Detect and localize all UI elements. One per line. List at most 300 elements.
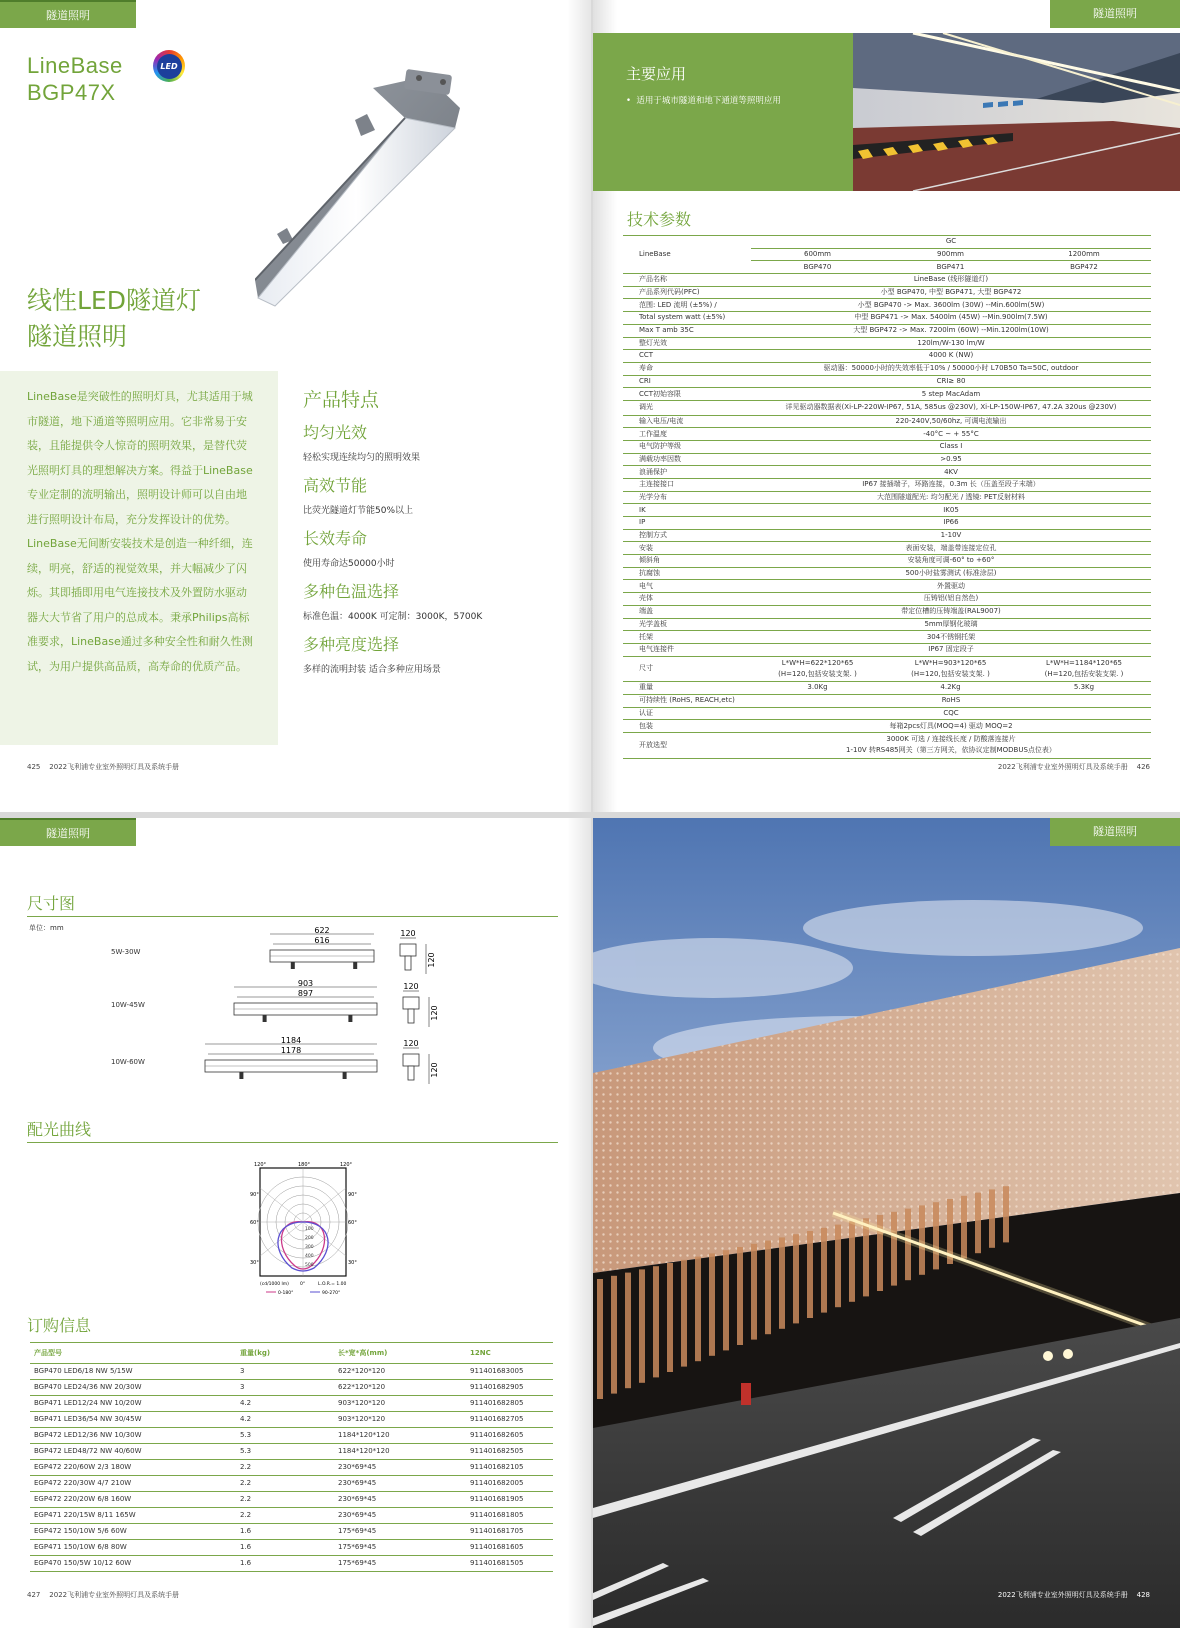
footer-text: 2022飞利浦专业室外照明灯具及系统手册	[997, 763, 1128, 771]
polar-angle-label: 90°	[250, 1192, 259, 1198]
section-tag: 隧道照明	[0, 818, 136, 846]
spec-key: 满载功率因数	[623, 453, 751, 466]
spec-value	[751, 656, 884, 682]
dim-height: 120	[430, 1005, 439, 1021]
spec-value: IP67 固定段子	[751, 643, 1151, 656]
spec-row	[623, 529, 1151, 542]
luminaire-end-view	[403, 1054, 419, 1066]
spec-title: 技术参数	[627, 210, 692, 229]
dimension-drawing	[195, 1036, 455, 1091]
spec-row	[623, 440, 1151, 453]
order-cell: 5.3	[236, 1428, 334, 1444]
spec-key: 控制方式	[623, 529, 751, 542]
spec-row	[623, 388, 1151, 401]
order-cell: 911401681805	[466, 1508, 553, 1524]
section-tag: 隧道照明	[0, 0, 136, 28]
spec-head-row	[623, 236, 1151, 249]
product-name: LineBase	[27, 53, 123, 78]
spec-key: CRI	[623, 375, 751, 388]
order-row	[30, 1540, 553, 1556]
spec-value: 4000 K (NW)	[751, 350, 1151, 363]
dim-outer-length: 903	[297, 979, 314, 988]
spec-key: 整灯光效	[623, 337, 751, 350]
spec-row	[623, 555, 1151, 568]
page-number: 427	[27, 1591, 41, 1599]
custom-line: 1-10V 转RS485网关（第三方网关，依协议定制MODBUS点位表）	[846, 746, 1056, 755]
spec-head-label: LineBase	[623, 236, 751, 274]
spec-key: 电气	[623, 580, 751, 593]
footer-text: 2022飞利浦专业室外照明灯具及系统手册	[49, 1591, 180, 1599]
spec-table-body	[623, 236, 1151, 759]
tunnel-entrance-photo	[593, 818, 1180, 1628]
spec-key: 开放选型	[623, 732, 751, 758]
dim-outer-length: 1184	[280, 1036, 302, 1045]
spec-row	[623, 286, 1151, 299]
spec-row	[623, 605, 1151, 618]
polar-legend: 90-270°	[322, 1291, 341, 1296]
page-footer	[27, 1590, 179, 1600]
order-title: 订购信息	[27, 1316, 92, 1335]
heading-line-2: 隧道照明	[27, 322, 128, 351]
feature-item	[303, 581, 573, 622]
order-cell: 3	[236, 1364, 334, 1380]
spec-row	[623, 682, 1151, 695]
order-cell: 911401682705	[466, 1412, 553, 1428]
spec-value: -40°C ~ + 55°C	[751, 428, 1151, 441]
order-row	[30, 1412, 553, 1428]
spec-value: 220-240V,50/60hz, 可调电流输出	[751, 415, 1151, 428]
page-number: 426	[1136, 763, 1150, 771]
page-heading	[27, 283, 201, 355]
polar-ring-label: 400	[305, 1254, 314, 1259]
order-cell: EGP471 150/10W 6/8 80W	[30, 1540, 236, 1556]
order-cell: 2.2	[236, 1492, 334, 1508]
spec-row	[623, 362, 1151, 375]
unit-label: 单位：mm	[29, 924, 64, 932]
spec-model: BGP472	[1017, 261, 1151, 274]
order-header: 12NC	[466, 1343, 553, 1364]
spec-row	[623, 567, 1151, 580]
features-section	[303, 385, 573, 687]
spec-value: 3.0Kg	[751, 682, 884, 695]
size-note: (H=120,包括安装支架. )	[1044, 669, 1124, 678]
spec-size: 1200mm	[1017, 248, 1151, 261]
tunnel-interior-photo	[853, 33, 1180, 191]
order-cell: 622*120*120	[334, 1380, 466, 1396]
dim-inner-length: 616	[314, 936, 330, 945]
spec-value: 表面安装，端盖带连接定位孔	[751, 542, 1151, 555]
polar-angle-label: 60°	[250, 1220, 259, 1226]
spec-key: 壳体	[623, 593, 751, 606]
spec-key: CCT	[623, 350, 751, 363]
dim-inner-length: 1178	[280, 1046, 302, 1055]
spec-value: 大型 BGP472 -> Max. 7200lm (60W) --Min.1200lm(10W)	[751, 324, 1151, 337]
spec-value: RoHS	[751, 694, 1151, 707]
page-number: 425	[27, 763, 41, 771]
led-logo	[153, 50, 185, 82]
footer-text: 2022飞利浦专业室外照明灯具及系统手册	[997, 1591, 1128, 1599]
light-curve-title: 配光曲线	[27, 1120, 92, 1139]
spec-value: 5 step MacAdam	[751, 388, 1151, 401]
polar-angle-label: 120°	[254, 1162, 267, 1168]
order-cell: 4.2	[236, 1396, 334, 1412]
order-row	[30, 1380, 553, 1396]
order-cell: 622*120*120	[334, 1364, 466, 1380]
product-title	[27, 52, 123, 106]
feature-title: 长效寿命	[303, 529, 368, 548]
spec-value: LineBase (线形隧道灯)	[751, 274, 1151, 287]
features-title: 产品特点	[303, 389, 380, 411]
order-row	[30, 1492, 553, 1508]
spec-row	[623, 593, 1151, 606]
spec-value	[1017, 656, 1151, 682]
page-footer	[998, 762, 1150, 772]
feature-item	[303, 475, 573, 516]
spec-key: 电气防护等级	[623, 440, 751, 453]
order-cell: 903*120*120	[334, 1412, 466, 1428]
spec-value: 5.3Kg	[1017, 682, 1151, 695]
spec-key: 托架	[623, 631, 751, 644]
order-cell: 2.2	[236, 1460, 334, 1476]
spec-value: 4KV	[751, 466, 1151, 479]
feature-desc: 标准色温：4000K 可定制：3000K，5700K	[303, 612, 483, 622]
luminaire-end-view	[400, 944, 416, 956]
spec-row	[623, 542, 1151, 555]
feature-desc: 轻松实现连续均匀的照明效果	[303, 453, 421, 463]
order-cell: BGP471 LED12/24 NW 10/20W	[30, 1396, 236, 1412]
feature-item	[303, 422, 573, 463]
spec-value: CQC	[751, 707, 1151, 720]
spec-table	[623, 235, 1151, 759]
section-divider	[27, 916, 558, 917]
application-item: • 适用于城市隧道和地下通道等照明应用	[626, 96, 781, 106]
spec-key: CCT初始容限	[623, 388, 751, 401]
spec-size: 900mm	[884, 248, 1017, 261]
spec-row	[623, 466, 1151, 479]
page-428	[593, 818, 1180, 1628]
order-cell: EGP472 220/60W 2/3 180W	[30, 1460, 236, 1476]
order-cell: BGP470 LED6/18 NW 5/15W	[30, 1364, 236, 1380]
spec-value: 5mm厚钢化玻璃	[751, 618, 1151, 631]
application-item-text: 适用于城市隧道和地下通道等照明应用	[636, 96, 781, 106]
size-note: (H=120,包括安装支架. )	[778, 669, 857, 678]
spec-value	[884, 656, 1017, 682]
spec-size: 600mm	[751, 248, 884, 261]
polar-ring-label: 100	[305, 1227, 314, 1232]
intro-text-box	[0, 371, 278, 745]
spec-row	[623, 631, 1151, 644]
spec-value: 外置驱动	[751, 580, 1151, 593]
order-row	[30, 1508, 553, 1524]
order-cell: EGP472 220/20W 6/8 160W	[30, 1492, 236, 1508]
spec-row	[623, 580, 1151, 593]
order-row	[30, 1444, 553, 1460]
order-cell: 911401681605	[466, 1540, 553, 1556]
order-row	[30, 1556, 553, 1572]
spec-key: 认证	[623, 707, 751, 720]
polar-angle-label: 120°	[340, 1162, 353, 1168]
spec-row	[623, 350, 1151, 363]
spec-row	[623, 375, 1151, 388]
dimension-wattage-label: 10W-60W	[111, 1058, 145, 1066]
order-cell: 911401682605	[466, 1428, 553, 1444]
order-cell: 1.6	[236, 1540, 334, 1556]
page-427	[0, 818, 591, 1628]
luminaire-product-image	[255, 68, 495, 328]
order-cell: 1.6	[236, 1524, 334, 1540]
section-tag: 隧道照明	[1050, 818, 1180, 846]
polar-ring-label: 200	[305, 1236, 314, 1241]
spec-row	[623, 478, 1151, 491]
size-dim: L*W*H=1184*120*65	[1045, 658, 1123, 667]
spec-head-gc: GC	[751, 236, 1151, 249]
dim-width: 120	[403, 1039, 419, 1048]
spec-row	[623, 453, 1151, 466]
page-gutter-shade	[567, 818, 591, 1628]
spec-key: IP	[623, 517, 751, 530]
spec-key: 光学分布	[623, 491, 751, 504]
order-header: 产品型号	[30, 1343, 236, 1364]
order-cell: BGP472 LED12/36 NW 10/30W	[30, 1428, 236, 1444]
feature-desc: 使用寿命达50000小时	[303, 559, 395, 569]
order-cell: EGP470 150/5W 10/12 60W	[30, 1556, 236, 1572]
polar-angle-label: 90°	[348, 1192, 357, 1198]
spec-row	[623, 732, 1151, 758]
spec-row	[623, 274, 1151, 287]
order-cell: 1.6	[236, 1556, 334, 1572]
feature-title: 高效节能	[303, 476, 368, 495]
order-cell: 230*69*45	[334, 1508, 466, 1524]
order-cell: 911401682105	[466, 1460, 553, 1476]
spec-key: 调光	[623, 400, 751, 415]
polar-zero: 0°	[300, 1282, 306, 1287]
order-row	[30, 1428, 553, 1444]
feature-title: 多种亮度选择	[303, 635, 400, 654]
spec-key: 工作温度	[623, 428, 751, 441]
spec-value: 中型 BGP471 -> Max. 5400lm (45W) --Min.900lm(7.5W)	[751, 312, 1151, 325]
spec-value: 120lm/W-130 lm/W	[751, 337, 1151, 350]
spec-value	[751, 732, 1151, 758]
spec-row	[623, 400, 1151, 415]
spec-key: 寿命	[623, 362, 751, 375]
dim-inner-length: 897	[297, 989, 314, 998]
spec-value: 4.2Kg	[884, 682, 1017, 695]
spec-key: 产品名称	[623, 274, 751, 287]
order-cell: 3	[236, 1380, 334, 1396]
dim-height: 120	[430, 1062, 439, 1078]
page-footer	[998, 1590, 1150, 1600]
spec-value: IP67 接插端子，环路连接，0.3m 长（压盖至段子末端）	[751, 478, 1151, 491]
dimension-title: 尺寸图	[27, 894, 76, 913]
dimension-wattage-label: 10W-45W	[111, 1001, 145, 1009]
spec-row	[623, 337, 1151, 350]
feature-title: 多种色温选择	[303, 582, 400, 601]
spec-value: Class I	[751, 440, 1151, 453]
spec-key: 端盖	[623, 605, 751, 618]
spec-row	[623, 707, 1151, 720]
order-header: 重量(kg)	[236, 1343, 334, 1364]
spec-row	[623, 415, 1151, 428]
application-title: 主要应用	[626, 65, 687, 83]
order-cell: 903*120*120	[334, 1396, 466, 1412]
order-cell: 1184*120*120	[334, 1444, 466, 1460]
spec-value: 压铸铝(铝自然色)	[751, 593, 1151, 606]
order-cell: 230*69*45	[334, 1460, 466, 1476]
spec-value: IP66	[751, 517, 1151, 530]
spec-row	[623, 643, 1151, 656]
feature-item	[303, 528, 573, 569]
spec-key: 安装	[623, 542, 751, 555]
spec-key: Total system watt (±5%)	[623, 312, 751, 325]
order-row	[30, 1524, 553, 1540]
spec-row	[623, 312, 1151, 325]
size-dim: L*W*H=622*120*65	[781, 658, 854, 667]
spec-value: 带定位槽的压铸端盖(RAL9007)	[751, 605, 1151, 618]
spec-row	[623, 428, 1151, 441]
spec-key: 尺寸	[623, 656, 751, 682]
polar-light-distribution-chart	[240, 1158, 365, 1308]
order-cell: 2.2	[236, 1508, 334, 1524]
feature-desc: 多样的流明封装 适合多种应用场景	[303, 665, 441, 675]
spec-value: 每箱2pcs灯具(MOQ=4) 驱动 MOQ=2	[751, 720, 1151, 733]
polar-lor: L.O.R.= 1.00	[318, 1282, 347, 1287]
spec-row	[623, 299, 1151, 312]
feature-desc: 比荧光隧道灯节能50%以上	[303, 506, 414, 516]
order-cell: 230*69*45	[334, 1476, 466, 1492]
spec-key: 包装	[623, 720, 751, 733]
order-table	[30, 1342, 553, 1572]
dim-width: 120	[400, 929, 416, 938]
size-note: (H=120,包括安装支架. )	[911, 669, 990, 678]
order-cell: 4.2	[236, 1412, 334, 1428]
spec-row	[623, 504, 1151, 517]
spec-key: 重量	[623, 682, 751, 695]
polar-ring-label: 500	[305, 1263, 314, 1268]
spec-key: 抗腐蚀	[623, 567, 751, 580]
dim-width: 120	[403, 982, 419, 991]
page-footer	[27, 762, 179, 772]
spec-value: 小型 BGP470, 中型 BGP471, 大型 BGP472	[751, 286, 1151, 299]
spec-row	[623, 517, 1151, 530]
spec-model: BGP470	[751, 261, 884, 274]
order-row	[30, 1364, 553, 1380]
order-row	[30, 1396, 553, 1412]
polar-angle-label: 60°	[348, 1220, 357, 1226]
spec-key: 输入电压/电流	[623, 415, 751, 428]
page-number: 428	[1136, 1591, 1150, 1599]
luminaire-end-view	[403, 997, 419, 1009]
order-cell: EGP471 220/15W 8/11 165W	[30, 1508, 236, 1524]
polar-angle-label: 180°	[298, 1162, 311, 1168]
order-cell: 911401681705	[466, 1524, 553, 1540]
dim-outer-length: 622	[314, 926, 330, 935]
dimension-drawing	[260, 926, 520, 981]
spec-key: 电气连接件	[623, 643, 751, 656]
polar-unit: (cd/1000 lm)	[260, 1282, 289, 1287]
spec-key: 倾斜角	[623, 555, 751, 568]
order-cell: BGP472 LED48/72 NW 40/60W	[30, 1444, 236, 1460]
order-cell: EGP472 220/30W 4/7 210W	[30, 1476, 236, 1492]
order-row	[30, 1476, 553, 1492]
spec-value: 驱动器：50000小时的失效率低于10% / 50000小时 L70B50 Ta=50C, outdoor	[751, 362, 1151, 375]
polar-ring-label: 300	[305, 1245, 314, 1250]
order-cell: EGP472 150/10W 5/6 60W	[30, 1524, 236, 1540]
dim-height: 120	[427, 952, 436, 968]
spec-row	[623, 720, 1151, 733]
spec-value: 详见驱动器数据表(Xi-LP-220W-IP67, 51A, 585us @230V), Xi-LP-150W-IP67, 47.2A 320us @230V)	[751, 400, 1151, 415]
spec-key: 主连接接口	[623, 478, 751, 491]
spec-key: IK	[623, 504, 751, 517]
polar-legend: 0-180°	[278, 1291, 294, 1296]
order-cell: 911401682805	[466, 1396, 553, 1412]
product-model: BGP47X	[27, 80, 116, 105]
spec-value: CRI≥ 80	[751, 375, 1151, 388]
spec-row	[623, 618, 1151, 631]
spec-value: 304不锈钢托架	[751, 631, 1151, 644]
spec-key: 可持续性 (RoHS, REACH,etc)	[623, 694, 751, 707]
order-cell: 911401682905	[466, 1380, 553, 1396]
spec-key: 范围: LED 流明 (±5%) /	[623, 299, 751, 312]
order-cell: 175*69*45	[334, 1524, 466, 1540]
order-cell: 2.2	[236, 1476, 334, 1492]
footer-text: 2022飞利浦专业室外照明灯具及系统手册	[49, 763, 180, 771]
spec-value: 500小时盐雾测试 (标准涂层)	[751, 567, 1151, 580]
spec-key: 产品系列代码(PFC)	[623, 286, 751, 299]
spec-model: BGP471	[884, 261, 1017, 274]
order-cell: 911401683005	[466, 1364, 553, 1380]
order-cell: 175*69*45	[334, 1556, 466, 1572]
order-cell: 175*69*45	[334, 1540, 466, 1556]
feature-title: 均匀光效	[303, 423, 368, 442]
feature-item	[303, 634, 573, 675]
order-cell: 911401682505	[466, 1444, 553, 1460]
order-cell: BGP470 LED24/36 NW 20/30W	[30, 1380, 236, 1396]
spec-value: >0.95	[751, 453, 1151, 466]
section-tag: 隧道照明	[1050, 0, 1180, 28]
order-header: 长*宽*高(mm)	[334, 1343, 466, 1364]
order-cell: BGP471 LED36/54 NW 30/45W	[30, 1412, 236, 1428]
heading-line-1: 线性LED隧道灯	[27, 286, 201, 315]
order-cell: 230*69*45	[334, 1492, 466, 1508]
polar-angle-label: 30°	[348, 1260, 357, 1266]
page-426	[593, 0, 1180, 812]
spec-row	[623, 694, 1151, 707]
dimension-wattage-label: 5W-30W	[111, 948, 141, 956]
dimension-drawing	[224, 979, 484, 1034]
order-row	[30, 1460, 553, 1476]
intro-paragraph: LineBase是突破性的照明灯具，尤其适用于城市隧道，地下通道等照明应用。它非常易于安装，且能提供令人惊奇的照明效果，是替代荧光照明灯具的理想解决方案。得益于LineBase专业定制的流明输出，照明设计师可以自由地进行照明设计布局，充分发挥设计的优势。LineBase无间断安装技术是创造一种纤细，连续，明亮，舒适的视觉效果，并大幅减少了闪烁。其即插即用电气连接技术及外置防水驱动器大大节省了用户的总成本。秉承Philips高标准要求，LineBase通过多种安全性和耐久性测试，为用户提供高品质，高寿命的优质产品。	[27, 390, 253, 673]
polar-angle-label: 30°	[250, 1260, 259, 1266]
order-cell: 911401682005	[466, 1476, 553, 1492]
custom-line: 3000K 可选 / 连接线长度 / 防酸落连接片	[886, 735, 1016, 744]
spec-value: IK05	[751, 504, 1151, 517]
size-dim: L*W*H=903*120*65	[914, 658, 987, 667]
spec-key: 浪涌保护	[623, 466, 751, 479]
order-cell: 911401681505	[466, 1556, 553, 1572]
order-cell: 911401681905	[466, 1492, 553, 1508]
led-logo-text: LED	[157, 54, 182, 79]
application-box	[593, 33, 853, 191]
order-table-body	[30, 1364, 553, 1572]
order-header-row	[30, 1343, 553, 1364]
spec-key: 光学盖板	[623, 618, 751, 631]
spec-value: 小型 BGP470 -> Max. 3600lm (30W) --Min.600lm(5W)	[751, 299, 1151, 312]
page-425	[0, 0, 591, 812]
order-cell: 1184*120*120	[334, 1428, 466, 1444]
spec-row	[623, 491, 1151, 504]
order-cell: 5.3	[236, 1444, 334, 1460]
spec-row	[623, 324, 1151, 337]
